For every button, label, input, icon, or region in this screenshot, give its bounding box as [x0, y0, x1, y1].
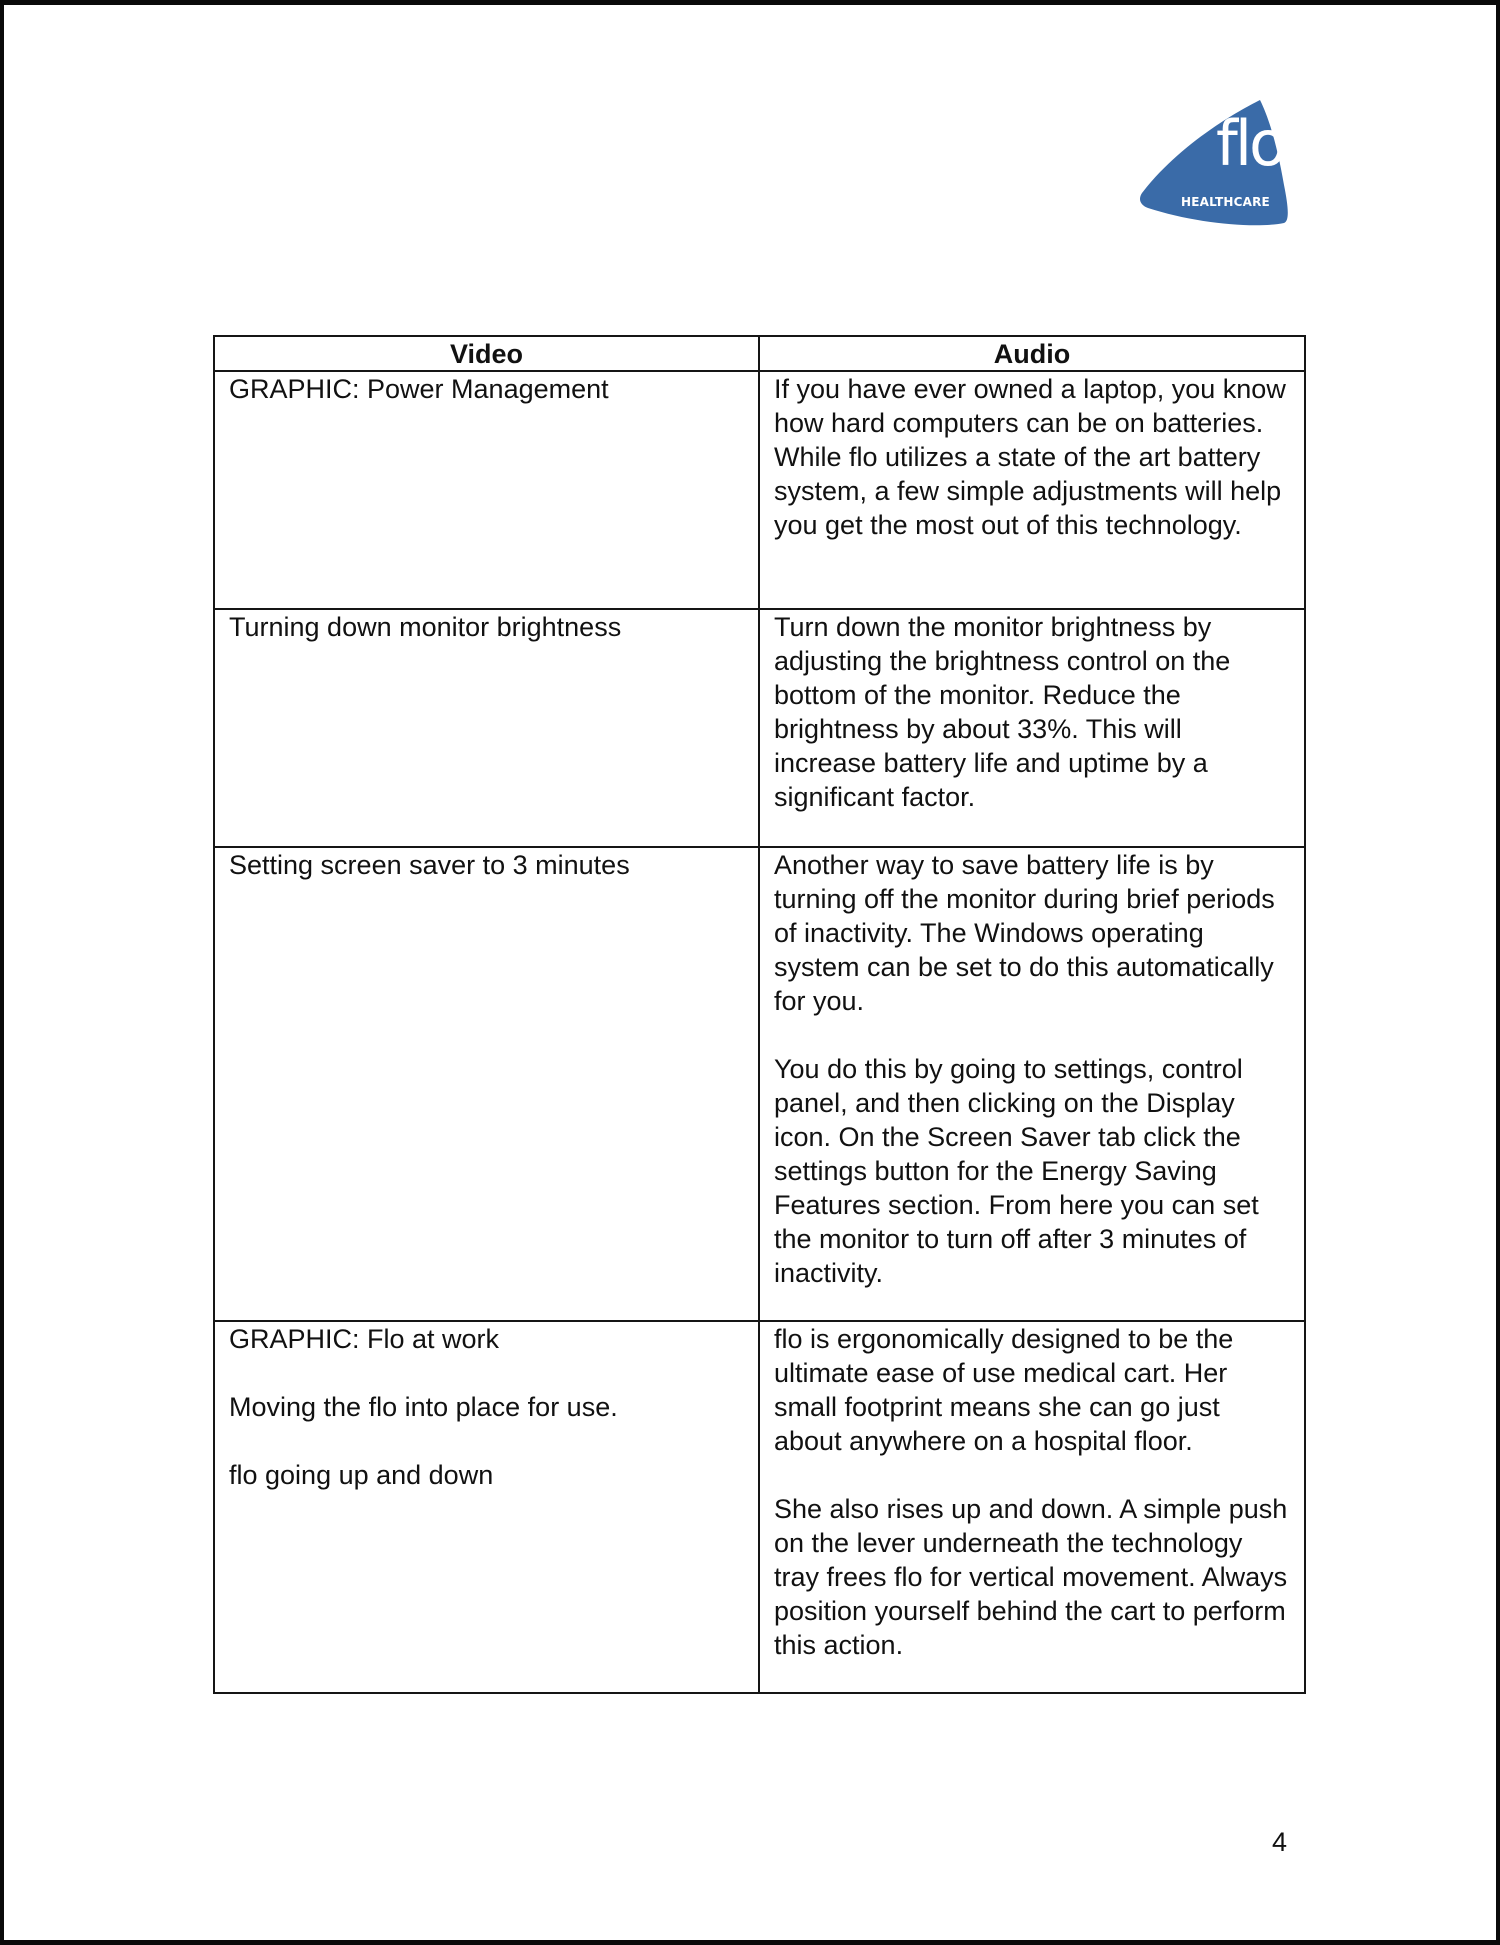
audio-cell — [759, 847, 1305, 1321]
video-text: GRAPHIC: Power Management — [229, 374, 609, 404]
audio-text: You do this by going to settings, control panel, and then clicking on the Display icon. On the Screen Saver tab click the settings button for the Energy Saving Features section. From here you can set the monitor to turn off after 3 minutes of inactivity. — [774, 1054, 1259, 1288]
video-audio-script-table — [213, 335, 1306, 1694]
video-text: Turning down monitor brightness — [229, 612, 622, 642]
audio-cell — [759, 609, 1305, 847]
video-cell — [214, 847, 759, 1321]
video-cell — [214, 371, 759, 609]
audio-text: If you have ever owned a laptop, you know how hard computers can be on batteries. While flo utilizes a state of the art battery system, a few simple adjustments will help you get the most out of this technology. — [774, 374, 1286, 540]
audio-cell — [759, 371, 1305, 609]
column-header-video: Video — [214, 336, 759, 371]
table-header-row — [214, 336, 1305, 371]
table-row — [214, 609, 1305, 847]
audio-cell — [759, 1321, 1305, 1693]
table-row — [214, 1321, 1305, 1693]
video-text: flo going up and down — [229, 1460, 494, 1490]
audio-text: She also rises up and down. A simple push on the lever underneath the technology tray frees flo for vertical movement. Always position yourself behind the cart to perform this action. — [774, 1494, 1288, 1660]
audio-text: flo is ergonomically designed to be the ultimate ease of use medical cart. Her small footprint means she can go just about anywhere on a hospital floor. — [774, 1324, 1234, 1456]
audio-text: Another way to save battery life is by turning off the monitor during brief periods of inactivity. The Windows operating system can be set to do this automatically for you. — [774, 850, 1275, 1016]
column-header-audio: Audio — [759, 336, 1305, 371]
video-text: Moving the flo into place for use. — [229, 1392, 618, 1422]
logo-subtitle: HEALTHCARE — [1181, 195, 1270, 209]
video-text: GRAPHIC: Flo at work — [229, 1324, 500, 1354]
page-number: 4 — [1272, 1827, 1288, 1857]
table-row — [214, 847, 1305, 1321]
logo-wordmark: flo — [1216, 107, 1284, 180]
video-cell — [214, 1321, 759, 1693]
video-cell — [214, 609, 759, 847]
flo-healthcare-logo — [1134, 95, 1298, 235]
logo-trademark: TM — [1287, 126, 1298, 133]
table-row — [214, 371, 1305, 609]
video-text: Setting screen saver to 3 minutes — [229, 850, 630, 880]
audio-text: Turn down the monitor brightness by adjusting the brightness control on the bottom of the monitor. Reduce the brightness by about 33%. This will increase battery life and uptime by a significant factor. — [774, 612, 1231, 812]
